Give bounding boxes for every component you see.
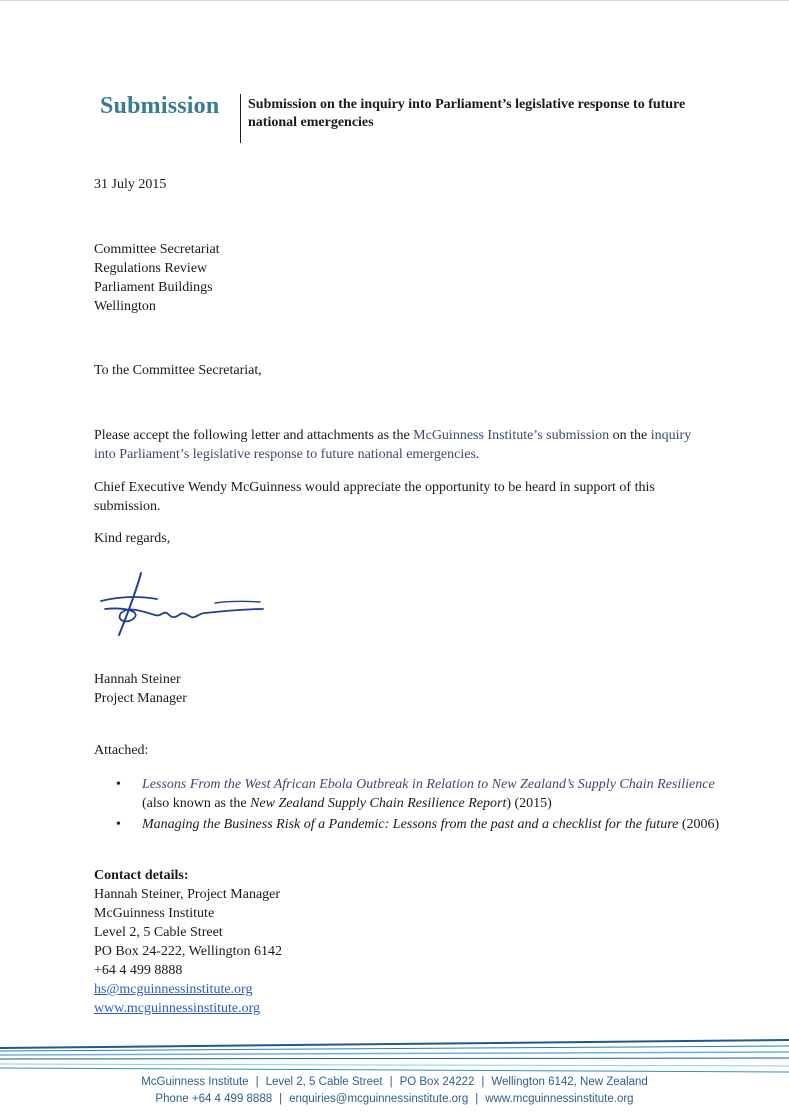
body-text: . bbox=[475, 447, 480, 462]
attachment-note: (also known as the bbox=[142, 796, 251, 811]
footer-website: www.mcguinnessinstitute.org bbox=[485, 1093, 634, 1105]
top-border bbox=[0, 0, 789, 1]
contact-line: PO Box 24-222, Wellington 6142 bbox=[94, 944, 283, 959]
footer-phone: Phone +64 4 499 8888 bbox=[155, 1093, 273, 1105]
recipient-address bbox=[94, 240, 220, 316]
address-line: Committee Secretariat bbox=[94, 242, 220, 257]
document-subtitle: Submission on the inquiry into Parliament’s legislative response to future national emergencies bbox=[248, 97, 686, 130]
bullet: • bbox=[116, 817, 121, 832]
org-submission-text: McGuinness Institute’s submission bbox=[413, 428, 610, 443]
contact-heading: Contact details: bbox=[94, 868, 189, 883]
footer-line-1 bbox=[0, 1076, 789, 1088]
header-divider bbox=[240, 94, 241, 143]
letter-date: 31 July 2015 bbox=[94, 177, 167, 192]
inquiry-reference-text: inquiry into Parliament’s legislative response to future national emergencies bbox=[94, 428, 692, 462]
contact-details bbox=[94, 885, 282, 1018]
footer-decorative-lines bbox=[0, 1036, 789, 1076]
footer-po-box: PO Box 24222 bbox=[399, 1076, 475, 1088]
document-type-heading: Submission bbox=[100, 93, 220, 119]
body-text: on the bbox=[609, 428, 651, 443]
signer-block bbox=[94, 670, 187, 708]
attachments-list bbox=[112, 775, 732, 836]
signer-title: Project Manager bbox=[94, 691, 187, 706]
handwritten-signature bbox=[95, 565, 275, 645]
website-link[interactable]: www.mcguinnessinstitute.org bbox=[94, 1001, 261, 1016]
attachment-year: ) (2015) bbox=[506, 796, 552, 811]
list-item bbox=[112, 815, 732, 834]
address-line: Parliament Buildings bbox=[94, 280, 213, 295]
address-line: Wellington bbox=[94, 299, 156, 314]
footer-email: enquiries@mcguinnessinstitute.org bbox=[289, 1093, 469, 1105]
attachment-title: Managing the Business Risk of a Pandemic: Lessons from the past and a checklist for the future bbox=[142, 817, 679, 832]
attachment-year: (2006) bbox=[678, 817, 720, 832]
footer-line-2 bbox=[0, 1093, 789, 1105]
email-link[interactable]: hs@mcguinnessinstitute.org bbox=[94, 982, 253, 997]
footer-city: Wellington 6142, New Zealand bbox=[491, 1076, 648, 1088]
address-line: Regulations Review bbox=[94, 261, 208, 276]
footer-separator: | bbox=[481, 1076, 485, 1088]
bullet: • bbox=[116, 777, 121, 792]
footer-separator: | bbox=[279, 1093, 283, 1105]
footer-street: Level 2, 5 Cable Street bbox=[265, 1076, 383, 1088]
footer-separator: | bbox=[475, 1093, 479, 1105]
contact-line: Level 2, 5 Cable Street bbox=[94, 925, 223, 940]
contact-line: Hannah Steiner, Project Manager bbox=[94, 887, 281, 902]
footer-separator: | bbox=[255, 1076, 259, 1088]
attachment-alt-title: New Zealand Supply Chain Resilience Report bbox=[250, 796, 507, 811]
list-item bbox=[112, 775, 732, 813]
contact-line: McGuinness Institute bbox=[94, 906, 215, 921]
body-paragraph-2: Chief Executive Wendy McGuinness would appreciate the opportunity to be heard in support of this submission. bbox=[94, 480, 655, 514]
body-text: Please accept the following letter and attachments as the bbox=[94, 428, 414, 443]
attachment-title: Lessons From the West African Ebola Outbreak in Relation to New Zealand’s Supply Chain Resilience bbox=[142, 777, 715, 792]
body-paragraph-1 bbox=[94, 426, 694, 464]
footer-org: McGuinness Institute bbox=[141, 1076, 249, 1088]
greeting: To the Committee Secretariat, bbox=[94, 363, 262, 378]
attachments-label: Attached: bbox=[94, 743, 149, 758]
closing: Kind regards, bbox=[94, 531, 171, 546]
footer-separator: | bbox=[389, 1076, 393, 1088]
contact-line: +64 4 499 8888 bbox=[94, 963, 183, 978]
signer-name: Hannah Steiner bbox=[94, 672, 181, 687]
